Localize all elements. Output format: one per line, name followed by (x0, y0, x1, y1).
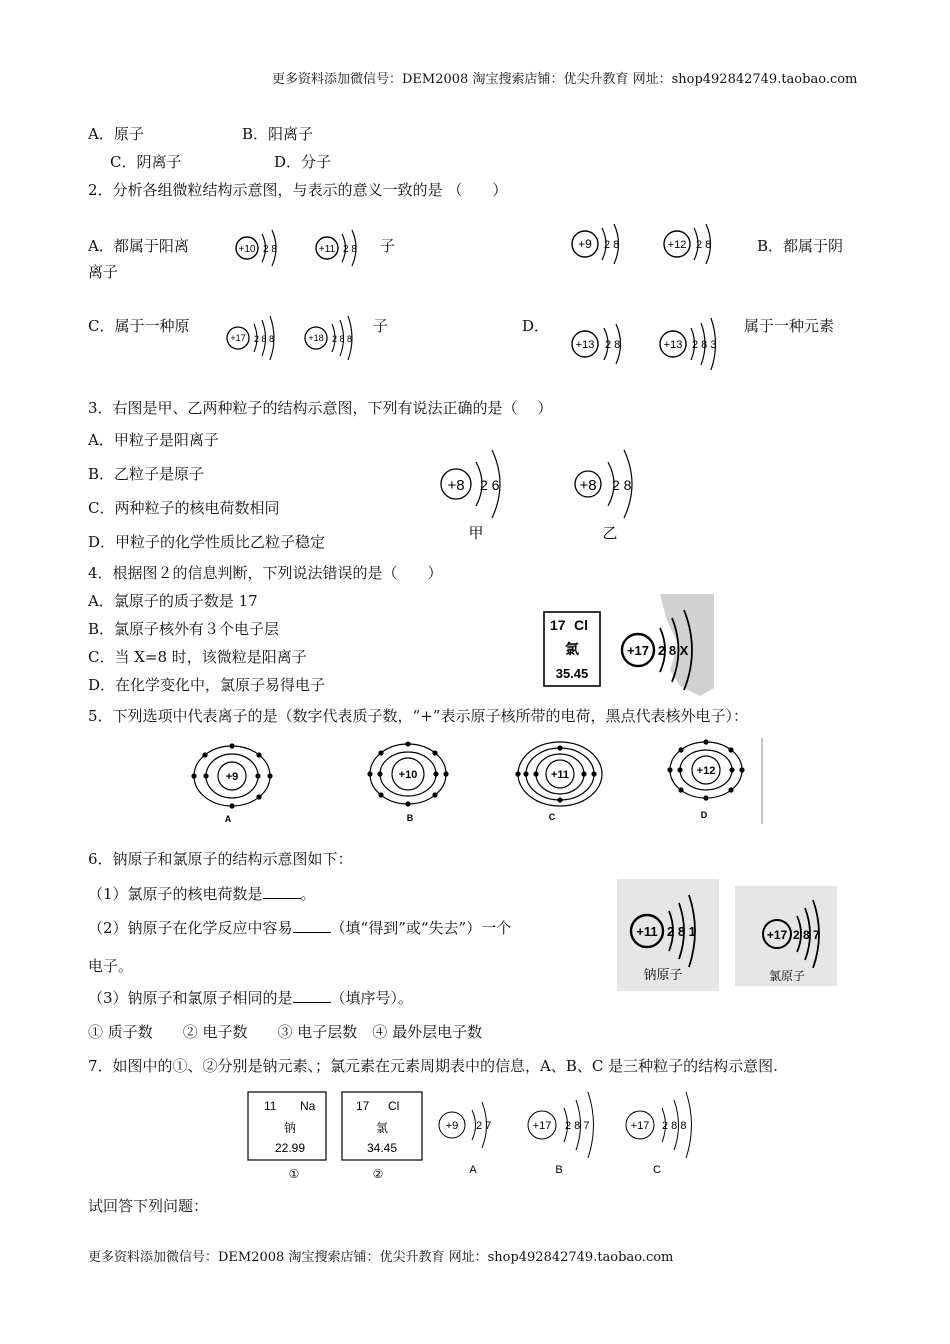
atomic-number: 17 (550, 617, 566, 633)
q5-diagram-d (667, 739, 744, 820)
shell-electrons: 2 6 (480, 477, 500, 493)
q2-stem: 2．分析各组微粒结构示意图，与表示的意义一致的是 （ ） (88, 181, 508, 199)
q1-option-a: A．原子 (88, 125, 144, 143)
shell-electrons: 2 7 (476, 1120, 492, 1132)
atomic-mass: 35.45 (555, 666, 589, 681)
nucleus-label: +10 (238, 244, 256, 255)
shell-electrons: 2 8 (343, 244, 357, 255)
shell-electrons: 2 8 8 (332, 334, 353, 344)
q2-diagram-c2 (302, 314, 372, 360)
q6-stem: 6．钠原子和氯原子的结构示意图如下： (88, 850, 353, 868)
shell-electrons: 2 8 (263, 244, 277, 255)
q1-option-d: D．分子 (274, 153, 332, 171)
q4-option-c: C．当 X=8 时，该微粒是阳离子 (88, 648, 307, 666)
element-name: 氯 (375, 1121, 389, 1135)
atomic-number: 17 (356, 1099, 370, 1113)
nucleus-label: +13 (575, 339, 595, 351)
nucleus-label: +10 (398, 769, 418, 781)
q7-diagram-b (528, 1092, 594, 1176)
q2-option-a-cont: 离子 (88, 263, 119, 281)
q6-diagram-cl (735, 886, 837, 986)
q2-option-d-tail: 属于一种元素 (744, 317, 835, 335)
q2-diagram-a1 (232, 226, 292, 270)
shell-electrons: 2 8 (605, 339, 621, 351)
shell-electrons: 2 8 (696, 239, 712, 251)
q4-option-b: B．氯原子核外有３个电子层 (88, 620, 280, 638)
q4-option-d: D．在化学变化中，氯原子易得电子 (88, 676, 326, 694)
nucleus-label: +8 (579, 477, 597, 494)
q3-stem: 3．右图是甲、乙两种粒子的结构示意图，下列有说法正确的是（ ） (88, 399, 553, 417)
q6-part3: （3）钠原子和氯原子相同的是 （填序号）。 (88, 989, 414, 1007)
nucleus-label: +9 (445, 1120, 459, 1132)
q2-option-a-tail: 子 (380, 237, 396, 255)
diagram-label: 乙 (602, 525, 618, 542)
diagram-label: D (700, 810, 708, 820)
q2-diagram-d1 (570, 318, 636, 368)
q6-part1: （1）氯原子的核电荷数是 。 (88, 885, 316, 903)
nucleus-label: +9 (225, 771, 239, 783)
q7-stem: 7．如图中的①、②分别是钠元素、；氯元素在元素周期表中的信息，A、B、C 是三种粒子的结构示意图. (88, 1057, 778, 1075)
q5-stem: 5．下列选项中代表离子的是（数字代表质子数，“+”表示原子核所带的电荷，黑点代表核外电子）： (88, 707, 748, 725)
shell-electrons: 2 8 X (658, 643, 689, 658)
q2-option-c: C．属于一种原 (88, 317, 190, 335)
q3-option-b: B．乙粒子是原子 (88, 465, 205, 483)
nucleus-label: +18 (308, 333, 324, 343)
answer-blank-1[interactable] (263, 884, 301, 899)
q6-diagram-na (617, 879, 719, 991)
element-symbol: Cl (574, 617, 588, 633)
page-footer: 更多资料添加微信号：DEM2008 淘宝搜索店铺：优尖升教育 网址：shop492842749.taobao.com (88, 1250, 674, 1265)
nucleus-label: +9 (578, 237, 592, 251)
diagram-label: C (548, 812, 556, 822)
q6-choices: ① 质子数 ② 电子数 ③ 电子层数 ④ 最外层电子数 (88, 1023, 483, 1041)
shell-electrons: 2 8 7 (565, 1120, 590, 1132)
q3-diagram-jia (436, 442, 536, 546)
q4-stem: 4．根据图２的信息判断，下列说法错误的是（ ） (88, 564, 443, 582)
page-header: 更多资料添加微信号：DEM2008 淘宝搜索店铺：优尖升教育 网址：shop492842749.taobao.com (272, 72, 858, 87)
diagram-label: B (406, 813, 414, 823)
q5-diagrams (188, 738, 768, 828)
q6-part2-cont: 电子。 (88, 957, 134, 975)
q5-diagram-c (515, 742, 602, 822)
shell-electrons: 2 8 (612, 477, 632, 493)
diagram-label: B (555, 1164, 563, 1176)
q7-diagram-a (439, 1102, 491, 1176)
diagram-label: A (224, 814, 232, 824)
q7-figure (246, 1088, 706, 1182)
nucleus-label: +12 (667, 239, 687, 251)
q1-option-c: C．阴离子 (110, 153, 182, 171)
q2-option-d: D． (522, 317, 550, 335)
diagram-label: ② (372, 1167, 384, 1181)
shell-electrons: 2 8 (604, 239, 620, 251)
q6-part2: （2）钠原子在化学反应中容易 （填“得到”或“失去”）一个 (88, 919, 512, 937)
q5-diagram-b (367, 741, 448, 823)
q2-diagram-b1 (568, 220, 634, 270)
nucleus-label: +11 (550, 769, 570, 781)
q2-diagram-a2 (312, 226, 372, 270)
nucleus-label: +17 (230, 333, 246, 343)
nucleus-label: +17 (766, 928, 788, 942)
atomic-mass: 22.99 (274, 1141, 306, 1155)
diagram-label: 钠原子 (643, 967, 683, 982)
shell-electrons: 2 8 3 (692, 339, 717, 351)
q3-option-d: D．甲粒子的化学性质比乙粒子稳定 (88, 533, 326, 551)
q7-diagram-c (626, 1092, 692, 1176)
nucleus-label: +13 (663, 339, 683, 351)
nucleus-label: +11 (636, 924, 658, 939)
q2-option-b: B．都属于阴 (757, 237, 844, 255)
q2-diagram-b2 (660, 220, 726, 270)
nucleus-label: +12 (696, 765, 716, 777)
nucleus-label: +11 (318, 244, 336, 255)
q2-diagram-c1 (224, 314, 294, 360)
shell-electrons: 2 8 1 (667, 924, 696, 939)
nucleus-label: +8 (447, 477, 465, 494)
atomic-mass: 34.45 (366, 1141, 398, 1155)
q4-option-a: A．氯原子的质子数是 17 (88, 592, 258, 610)
nucleus-label: +17 (630, 1120, 650, 1132)
q7-na-cell (248, 1092, 326, 1181)
q3-diagram-yi (572, 442, 672, 546)
nucleus-label: +17 (626, 643, 650, 658)
shell-electrons: 2 8 8 (254, 334, 275, 344)
q2-option-a: A．都属于阳离 (88, 237, 189, 255)
diagram-label: A (469, 1164, 477, 1176)
nucleus-label: +17 (532, 1120, 552, 1132)
answer-blank-3[interactable] (293, 988, 331, 1003)
diagram-label: 氯原子 (768, 969, 806, 983)
q3-option-a: A．甲粒子是阳离子 (88, 431, 219, 449)
shell-electrons: 2 8 7 (793, 928, 820, 942)
q7-cl-cell (342, 1092, 422, 1181)
shell-electrons: 2 8 8 (662, 1120, 687, 1132)
diagram-label: C (653, 1164, 661, 1176)
answer-blank-2[interactable] (293, 918, 331, 933)
atomic-number: 11 (264, 1099, 277, 1113)
element-name: 钠 (283, 1121, 297, 1135)
element-symbol: Na (300, 1099, 316, 1113)
q3-option-c: C．两种粒子的核电荷数相同 (88, 499, 280, 517)
diagram-label: 甲 (468, 525, 484, 542)
diagram-label: ① (288, 1167, 300, 1181)
element-symbol: Cl (388, 1099, 400, 1113)
q5-diagram-a (191, 743, 272, 824)
q1-option-b: B．阳离子 (242, 125, 314, 143)
q4-figure (540, 594, 714, 698)
element-name: 氯 (565, 641, 579, 657)
q7-ask: 试回答下列问题： (88, 1197, 209, 1215)
q2-diagram-d2 (658, 314, 730, 370)
q2-option-c-tail: 子 (373, 317, 389, 335)
